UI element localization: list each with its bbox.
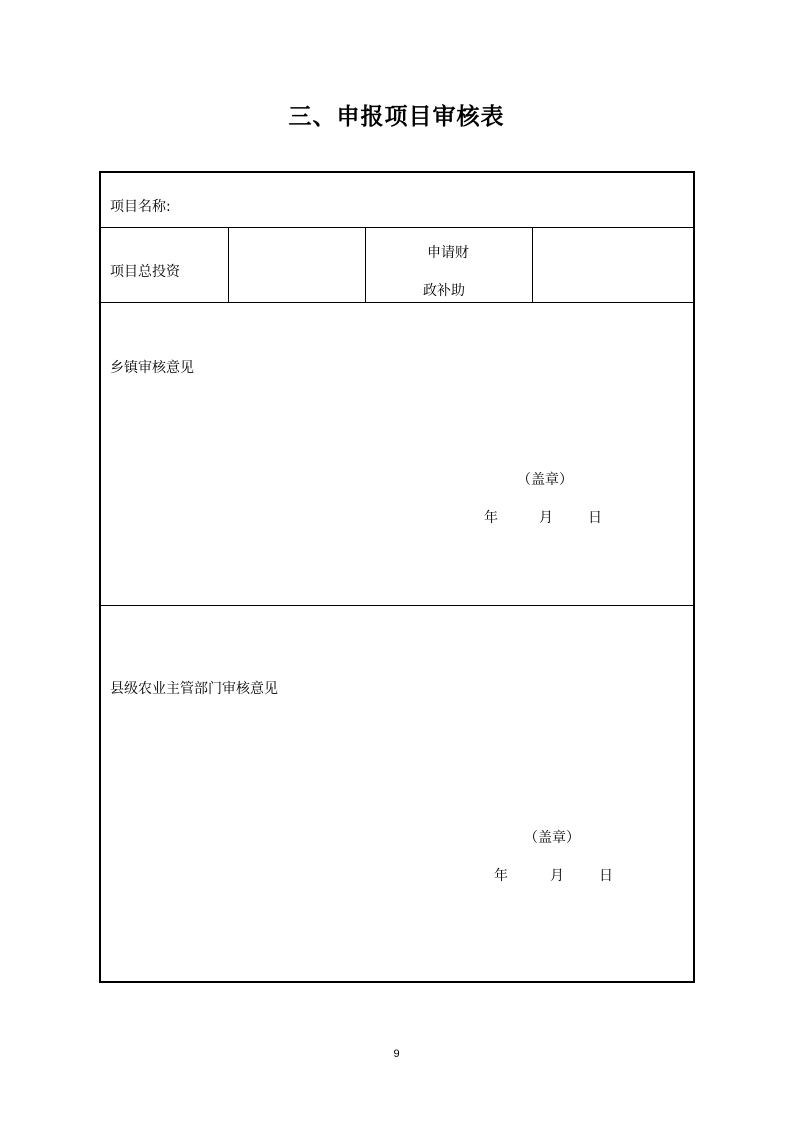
subsidy-field[interactable] <box>541 262 686 282</box>
township-date-year: 年 <box>484 510 498 526</box>
total-investment-field[interactable] <box>236 262 361 282</box>
column-divider-3 <box>532 228 533 302</box>
page-number: 9 <box>393 1048 400 1060</box>
column-divider-2 <box>365 228 366 302</box>
county-date-month: 月 <box>550 868 564 884</box>
review-form-table <box>99 171 695 983</box>
row-divider-3 <box>101 605 693 606</box>
subsidy-label-line2: 政补助 <box>423 283 465 299</box>
county-date-day: 日 <box>599 868 613 884</box>
county-seal-text: （盖章） <box>524 830 580 846</box>
county-review-label: 县级农业主管部门审核意见 <box>110 681 278 697</box>
township-date-day: 日 <box>588 510 602 526</box>
county-date-year: 年 <box>494 868 508 884</box>
row-divider-1 <box>101 227 693 228</box>
subsidy-label-line1: 申请财 <box>427 245 469 261</box>
township-date-month: 月 <box>539 510 553 526</box>
township-seal-text: （盖章） <box>517 472 573 488</box>
column-divider-1 <box>228 228 229 302</box>
page-title: 三、申报项目审核表 <box>288 104 505 130</box>
total-investment-label: 项目总投资 <box>110 264 180 280</box>
township-review-label: 乡镇审核意见 <box>110 360 194 376</box>
project-name-label: 项目名称: <box>110 199 171 215</box>
row-divider-2 <box>101 302 693 303</box>
